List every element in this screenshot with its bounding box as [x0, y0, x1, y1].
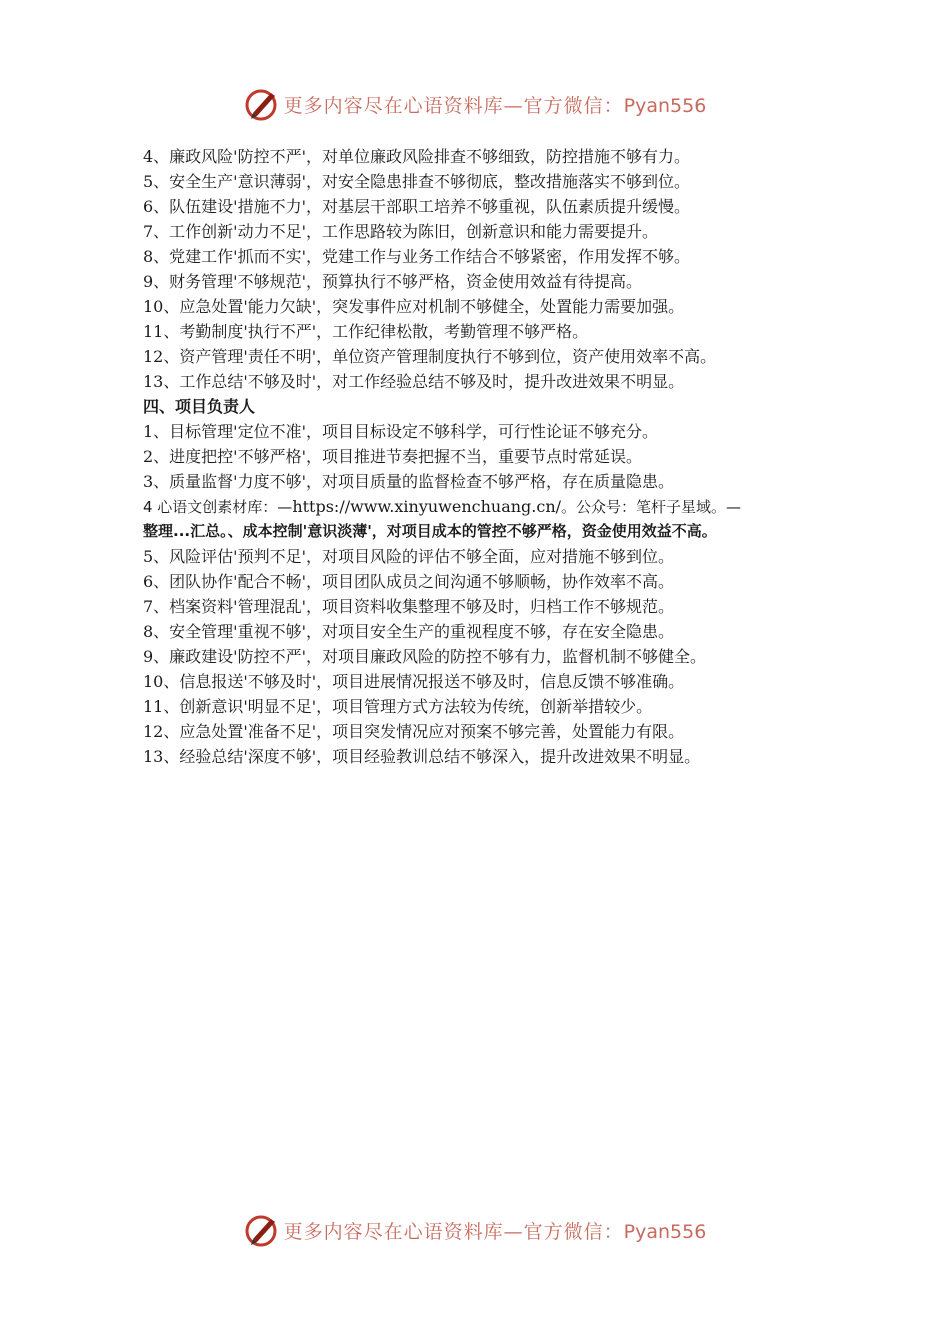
- list-item: 13、工作总结'不够及时'，对工作经验总结不够及时，提升改进效果不明显。: [143, 372, 685, 391]
- list-item: 1、目标管理'定位不准'，项目目标设定不够科学，可行性论证不够充分。: [143, 422, 658, 441]
- list-item: 5、风险评估'预判不足'，对项目风险的评估不够全面，应对措施不够到位。: [143, 547, 674, 566]
- list-item: 6、团队协作'配合不畅'，项目团队成员之间沟通不够顺畅，协作效率不高。: [143, 572, 674, 591]
- document-body: [143, 144, 833, 769]
- watermark-text: 更多内容尽在心语资料库—官方微信：Pyan556: [283, 94, 707, 117]
- source-note-line: 4 心语文创素材库：—https://www.xinyuwenchuang.cn/。公众号：笔杆子星域。—: [143, 497, 742, 516]
- footer-watermark: [0, 1210, 950, 1250]
- list-item: 5、安全生产'意识薄弱'，对安全隐患排查不够彻底，整改措施落实不够到位。: [143, 172, 690, 191]
- pen-logo-icon: [244, 1212, 280, 1248]
- watermark-text: 更多内容尽在心语资料库—官方微信：Pyan556: [283, 1220, 707, 1243]
- list-item: 13、经验总结'深度不够'，项目经验教训总结不够深入，提升改进效果不明显。: [143, 747, 701, 766]
- list-item: 6、队伍建设'措施不力'，对基层干部职工培养不够重视，队伍素质提升缓慢。: [143, 197, 690, 216]
- list-item: 9、财务管理'不够规范'，预算执行不够严格，资金使用效益有待提高。: [143, 272, 642, 291]
- list-item: 8、安全管理'重视不够'，对项目安全生产的重视程度不够，存在安全隐患。: [143, 622, 674, 641]
- list-item: 11、创新意识'明显不足'，项目管理方式方法较为传统，创新举措较少。: [143, 697, 653, 716]
- list-item: 7、工作创新'动力不足'，工作思路较为陈旧，创新意识和能力需要提升。: [143, 222, 658, 241]
- cost-control-line: 整理...汇总。、成本控制'意识淡薄'，对项目成本的管控不够严格，资金使用效益不高。: [143, 522, 717, 540]
- list-item: 2、进度把控'不够严格'，项目推进节奏把握不当，重要节点时常延误。: [143, 447, 642, 466]
- list-part-3: [143, 544, 833, 769]
- list-item: 12、资产管理'责任不明'，单位资产管理制度执行不够到位，资产使用效率不高。: [143, 347, 717, 366]
- source-url-link[interactable]: https://www.xinyuwenchuang.cn/: [292, 497, 562, 516]
- list-item: 3、质量监督'力度不够'，对项目质量的监督检查不够严格，存在质量隐患。: [143, 472, 674, 491]
- list-item: 12、应急处置'准备不足'，项目突发情况应对预案不够完善，处置能力有限。: [143, 722, 685, 741]
- list-item: 4、廉政风险'防控不严'，对单位廉政风险排查不够细致，防控措施不够有力。: [143, 147, 690, 166]
- pen-logo-icon: [244, 86, 280, 122]
- list-item: 7、档案资料'管理混乱'，项目资料收集整理不够及时，归档工作不够规范。: [143, 597, 674, 616]
- list-item: 9、廉政建设'防控不严'，对项目廉政风险的防控不够有力，监督机制不够健全。: [143, 647, 706, 666]
- section-heading: 四、项目负责人: [143, 397, 256, 416]
- list-item: 8、党建工作'抓而不实'，党建工作与业务工作结合不够紧密，作用发挥不够。: [143, 247, 690, 266]
- header-watermark: [0, 84, 950, 124]
- list-item: 11、考勤制度'执行不严'，工作纪律松散，考勤管理不够严格。: [143, 322, 589, 341]
- list-item: 10、信息报送'不够及时'，项目进展情况报送不够及时，信息反馈不够准确。: [143, 672, 685, 691]
- list-part-1: [143, 144, 833, 394]
- list-part-2: [143, 419, 833, 494]
- list-item: 10、应急处置'能力欠缺'，突发事件应对机制不够健全，处置能力需要加强。: [143, 297, 685, 316]
